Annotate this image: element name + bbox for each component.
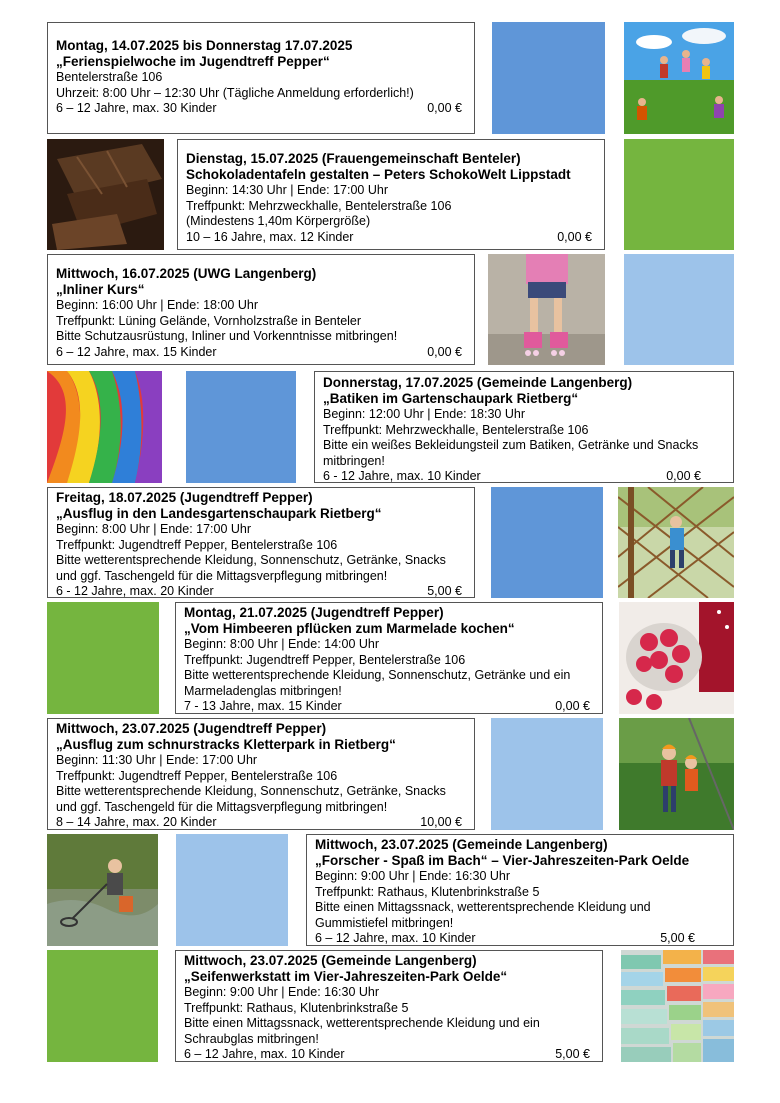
event-price: 5,00 €: [660, 931, 695, 946]
event-ages: 6 – 12 Jahre, max. 30 Kinder: [56, 101, 217, 116]
light-blue-block: [491, 718, 603, 830]
stream-child-photo: [47, 834, 158, 946]
event-line: Bentelerstraße 106: [56, 70, 163, 84]
event-price: 0,00 €: [557, 229, 592, 244]
event-line: Treffpunkt: Rathaus, Klutenbrinkstraße 5: [315, 884, 540, 899]
event-line: Treffpunkt: Jugendtreff Pepper, Bentelerstraße 106: [56, 537, 338, 552]
event-ages: 6 - 12 Jahre, max. 20 Kinder: [56, 584, 214, 599]
event-title: „Inliner Kurs“: [56, 282, 145, 297]
event-line: und ggf. Taschengeld für die Mittagsverpflegung mitbringen!: [56, 799, 388, 814]
event-title: „Seifenwerkstatt im Vier-Jahreszeiten-Park Oelde“: [184, 969, 508, 984]
event-line: Treffpunkt: Mehrzweckhalle, Bentelerstraße 106: [323, 422, 589, 437]
event-line: Marmeladenglas mitbringen!: [184, 683, 342, 698]
event-title: „Ausflug zum schnurstracks Kletterpark in Rietberg“: [56, 737, 396, 752]
green-block: [47, 950, 158, 1062]
event-line: Bitte einen Mittagssnack, wetterentsprechende Kleidung und ein: [184, 1016, 540, 1031]
event-title: Schokoladentafeln gestalten – Peters SchokoWelt Lippstadt: [186, 167, 571, 182]
green-block: [624, 139, 734, 250]
event-card-seifenwerkstatt: [175, 950, 603, 1062]
event-ages: 7 - 13 Jahre, max. 15 Kinder: [184, 699, 342, 714]
light-blue-block: [176, 834, 288, 946]
event-price: 10,00 €: [420, 815, 462, 830]
blue-block: [186, 371, 296, 483]
event-line: mitbringen!: [323, 453, 385, 468]
event-price: 0,00 €: [666, 469, 701, 484]
inline-skates-photo: [488, 254, 605, 365]
event-price: 0,00 €: [427, 101, 462, 116]
children-jumping-photo: [624, 22, 734, 134]
event-line: Bitte ein weißes Bekleidungsteil zum Batiken, Getränke und Snacks: [323, 438, 699, 453]
event-date: Freitag, 18.07.2025 (Jugendtreff Pepper): [56, 490, 313, 505]
event-title: „Ferienspielwoche im Jugendtreff Pepper“: [56, 54, 330, 69]
event-card-himbeeren: [175, 602, 603, 714]
event-card-inliner: [47, 254, 475, 365]
event-line: Beginn: 8:00 Uhr | Ende: 17:00 Uhr: [56, 522, 252, 536]
event-date: Mittwoch, 23.07.2025 (Gemeinde Langenberg): [315, 837, 608, 852]
green-block: [47, 602, 159, 714]
blue-block: [492, 22, 605, 134]
raspberries-photo: [619, 602, 734, 714]
event-date: Montag, 14.07.2025 bis Donnerstag 17.07.2025: [56, 38, 353, 53]
blue-block: [491, 487, 603, 598]
event-date: Mittwoch, 23.07.2025 (Jugendtreff Pepper): [56, 721, 327, 736]
event-ages: 6 – 12 Jahre, max. 15 Kinder: [56, 344, 217, 359]
light-blue-block: [624, 254, 734, 365]
event-title: „Batiken im Gartenschaupark Rietberg“: [323, 391, 579, 406]
event-line: und ggf. Taschengeld für die Mittagsverpflegung mitbringen!: [56, 568, 388, 583]
event-line: (Mindestens 1,40m Körpergröße): [186, 214, 371, 229]
event-line: Beginn: 8:00 Uhr | Ende: 14:00 Uhr: [184, 637, 380, 651]
event-line: Beginn: 14:30 Uhr | Ende: 17:00 Uhr: [186, 183, 388, 197]
event-title: „Vom Himbeeren pflücken zum Marmelade kochen“: [184, 621, 515, 636]
event-line: Treffpunkt: Lüning Gelände, Vornholzstraße in Benteler: [56, 313, 362, 328]
event-line: Gummistiefel mitbringen!: [315, 915, 454, 930]
event-line: Bitte einen Mittagssnack, wetterentsprechende Kleidung und: [315, 900, 651, 915]
event-line: Beginn: 16:00 Uhr | Ende: 18:00 Uhr: [56, 298, 258, 312]
event-ages: 6 - 12 Jahre, max. 10 Kinder: [323, 469, 481, 484]
event-price: 5,00 €: [427, 584, 462, 599]
zipline-photo: [619, 718, 734, 830]
event-line: Bitte Schutzausrüstung, Inliner und Vorkenntnisse mitbringen!: [56, 329, 398, 344]
event-card-forscher: [306, 834, 734, 946]
event-line: Beginn: 11:30 Uhr | Ende: 17:00 Uhr: [56, 753, 258, 767]
event-date: Mittwoch, 23.07.2025 (Gemeinde Langenberg): [184, 953, 477, 968]
tie-dye-photo: [47, 371, 162, 483]
soap-bars-photo: [621, 950, 734, 1062]
event-price: 0,00 €: [555, 699, 590, 714]
event-line: Beginn: 9:00 Uhr | Ende: 16:30 Uhr: [315, 869, 511, 883]
event-ages: 8 – 14 Jahre, max. 20 Kinder: [56, 815, 217, 830]
chocolate-photo: [47, 139, 164, 250]
event-card-schokolade: [177, 139, 605, 250]
event-date: Montag, 21.07.2025 (Jugendtreff Pepper): [184, 605, 444, 620]
event-date: Mittwoch, 16.07.2025 (UWG Langenberg): [56, 266, 317, 281]
event-line: Schraubglas mitbringen!: [184, 1031, 319, 1046]
event-line: Treffpunkt: Jugendtreff Pepper, Bentelerstraße 106: [184, 652, 466, 667]
event-ages: 10 – 16 Jahre, max. 12 Kinder: [186, 229, 354, 244]
event-title: „Forscher - Spaß im Bach“ – Vier-Jahreszeiten-Park Oelde: [315, 853, 690, 868]
event-price: 5,00 €: [555, 1047, 590, 1062]
event-line: Treffpunkt: Rathaus, Klutenbrinkstraße 5: [184, 1000, 409, 1015]
event-line: Treffpunkt: Jugendtreff Pepper, Bentelerstraße 106: [56, 768, 338, 783]
event-title: „Ausflug in den Landesgartenschaupark Rietberg“: [56, 506, 382, 521]
event-price: 0,00 €: [427, 344, 462, 359]
event-line: Bitte wetterentsprechende Kleidung, Sonnenschutz, Getränke, Snacks: [56, 784, 446, 799]
event-card-batiken: [314, 371, 734, 483]
event-ages: 6 – 12 Jahre, max. 10 Kinder: [315, 931, 476, 946]
event-line: Beginn: 12:00 Uhr | Ende: 18:30 Uhr: [323, 407, 525, 421]
event-line: Uhrzeit: 8:00 Uhr – 12:30 Uhr (Tägliche Anmeldung erforderlich!): [56, 85, 414, 100]
event-card-kletterpark: [47, 718, 475, 830]
event-line: Treffpunkt: Mehrzweckhalle, Bentelerstraße 106: [186, 198, 452, 213]
event-card-ferienspielwoche: [47, 22, 475, 134]
event-date: Donnerstag, 17.07.2025 (Gemeinde Langenberg): [323, 375, 633, 390]
event-card-landesgartenschau: [47, 487, 475, 598]
event-line: Bitte wetterentsprechende Kleidung, Sonnenschutz, Getränke und ein: [184, 668, 571, 683]
climbing-net-photo: [618, 487, 734, 598]
event-line: Beginn: 9:00 Uhr | Ende: 16:30 Uhr: [184, 985, 380, 999]
event-line: Bitte wetterentsprechende Kleidung, Sonnenschutz, Getränke, Snacks: [56, 553, 446, 568]
event-ages: 6 – 12 Jahre, max. 10 Kinder: [184, 1047, 345, 1062]
event-date: Dienstag, 15.07.2025 (Frauengemeinschaft Benteler): [186, 151, 521, 166]
